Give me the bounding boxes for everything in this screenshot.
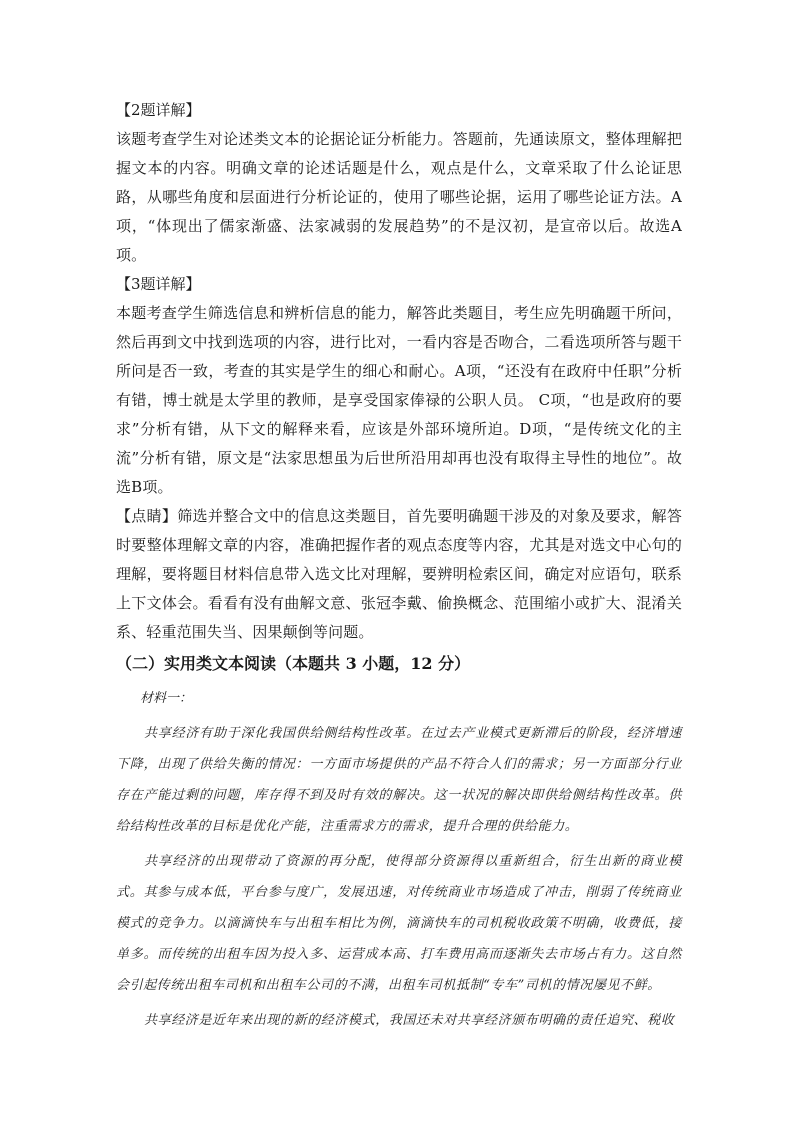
q3-explanation: 本题考查学生筛选信息和辨析信息的能力，解答此类题目，考生应先明确题干所问，然后再到文中找到选项的内容，进行比对，一看内容是否吻合，二看选项所答与题干所问是否一致，考查的其实是学生的细心和耐心。A项，“还没有在政府中任职”分析有错，博士就是太学里的教师，是享受国家俸禄的公职人员。 C项，“也是政府的要求”分析有错，从下文的解释来看，应该是外部环境所迫。D项，“是传统文化的主流”分析有错，原文是“法家思想虽为后世所沿用却再也没有取得主导性的地位”。故选B项。 bbox=[116, 304, 682, 496]
material-paragraph: 共享经济有助于深化我国供给侧结构性改革。在过去产业模式更新滞后的阶段，经济增速下降，出现了供给失衡的情况：一方面市场提供的产品不符合人们的需求；另一方面部分行业存在产能过剩的问题，库存得不到及时有效的解决。这一状况的解决即供给侧结构性改革。供给结构性改革的目标是优化产能，注重需求方的需求，提升合理的供给能力。 bbox=[116, 726, 682, 834]
q3-heading: 【3题详解】 bbox=[116, 275, 201, 293]
material-paragraph: 共享经济的出现带动了资源的再分配，使得部分资源得以重新组合，衍生出新的商业模式。其参与成本低，平台参与度广，发展迅速，对传统商业市场造成了冲击，削弱了传统商业模式的竞争力。以滴滴快车与出租车相比为例，滴滴快车的司机税收政策不明确，收费低，接单多。而传统的出租车因为投入多、运营成本高、打车费用高而逐渐失去市场占有力。这自然会引起传统出租车司机和出租车公司的不满，出租车司机抵制“专车”司机的情况屡见不鲜。 bbox=[116, 854, 682, 993]
q2-explanation: 该题考查学生对论述类文本的论据论证分析能力。答题前，先通读原文，整体理解把握文本的内容。明确文章的论述话题是什么，观点是什么，文章采取了什么论证思路，从哪些角度和层面进行分析论证的，使用了哪些论据，运用了哪些论证方法。A项，“体现出了儒家渐盛、法家减弱的发展趋势”的不是汉初，是宣帝以后。故选A项。 bbox=[116, 130, 682, 264]
material-paragraph: 共享经济是近年来出现的新的经济模式，我国还未对共享经济颁布明确的责任追究、税收 bbox=[144, 1013, 675, 1028]
tip-paragraph: 【点睛】筛选并整合文中的信息这类题目，首先要明确题干涉及的对象及要求，解答时要整体理解文章的内容，准确把握作者的观点态度等内容，尤其是对选文中心句的理解，要将题目材料信息带入选文比对理解，要辨明检索区间，确定对应语句，联系上下文体会。看看有没有曲解文意、张冠李戴、偷换概念、范围缩小或扩大、混淆关系、轻重范围失当、因果颠倒等问题。 bbox=[116, 507, 682, 641]
q2-heading: 【2题详解】 bbox=[116, 101, 201, 119]
document-page bbox=[116, 96, 682, 1036]
material-label: 材料一： bbox=[140, 691, 193, 706]
section-title: （二）实用类文本阅读（本题共 3 小题，12 分） bbox=[116, 654, 471, 673]
